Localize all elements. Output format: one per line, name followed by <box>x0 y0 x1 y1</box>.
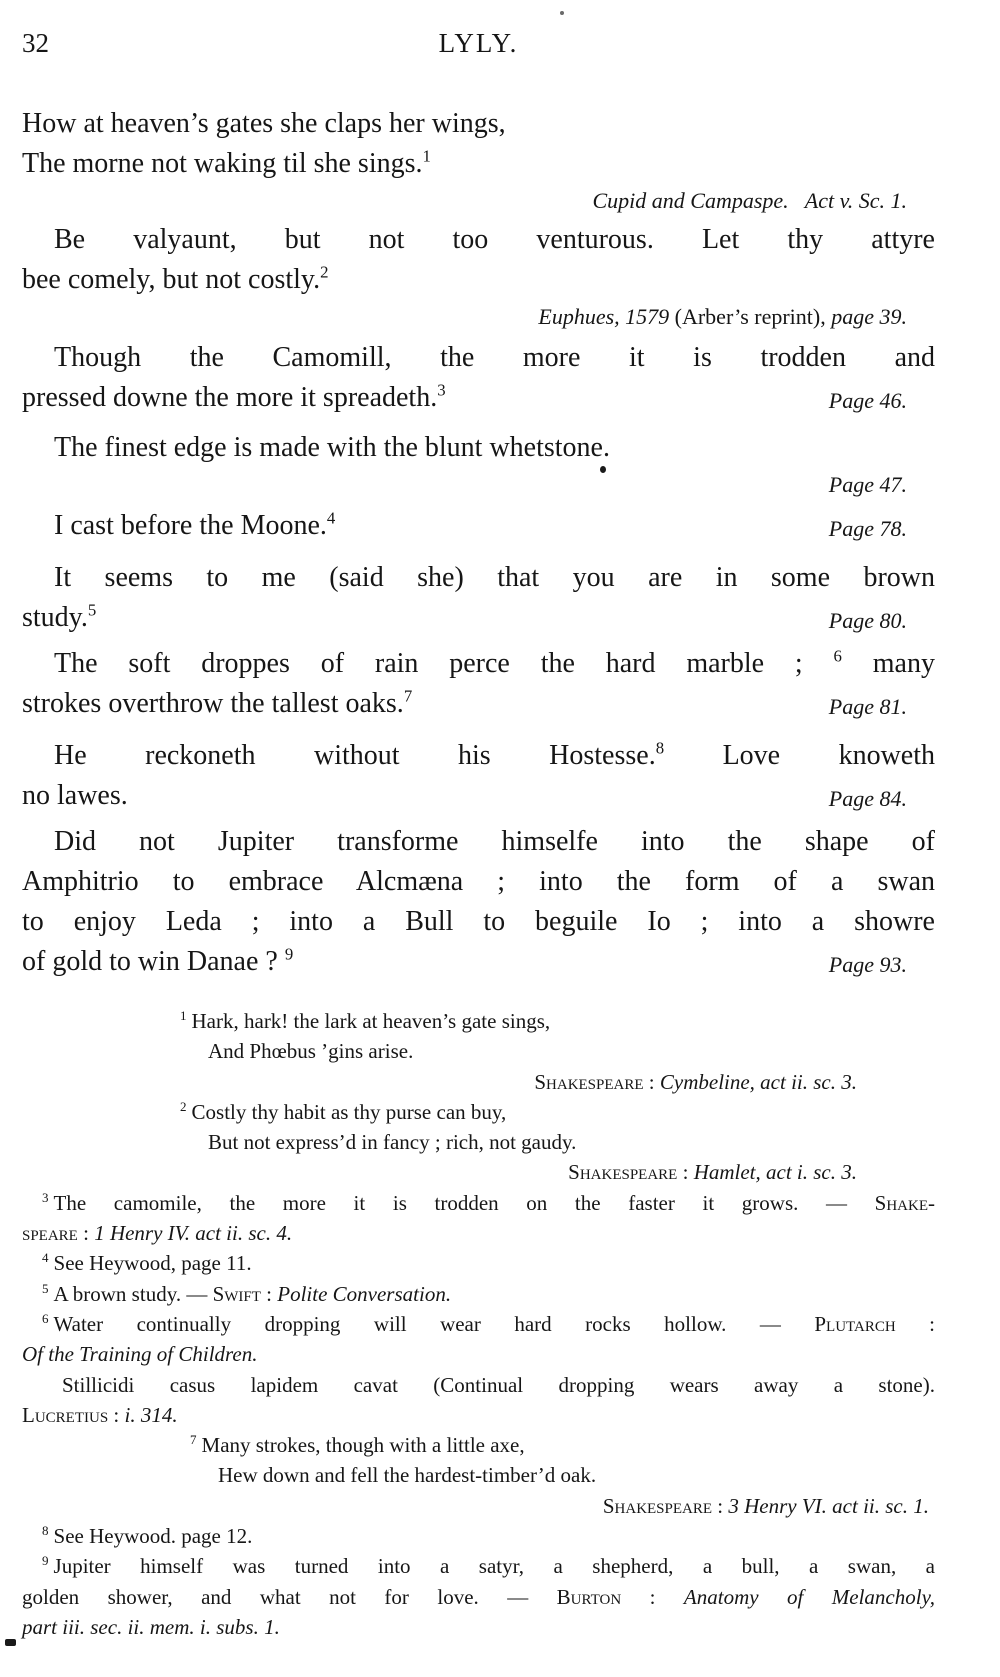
quote-line <box>22 378 935 418</box>
footnote-ref-2: 2 <box>320 262 329 282</box>
quote-text: of gold to win Danae ? <box>22 946 285 977</box>
attribution-title: Euphues, 1579 <box>538 304 675 329</box>
footnote-8 <box>22 1521 935 1551</box>
quote-text: to enjoy Leda ; into a Bull to beguile Io ; into a showre <box>22 906 935 937</box>
footnote-marker: 2 <box>180 1098 187 1114</box>
footnote-6-line2 <box>22 1339 935 1369</box>
footnote-3 <box>22 1188 935 1218</box>
quote-hostesse <box>22 736 935 816</box>
quote-text: It seems to me (said she) that you are in some brown <box>54 562 935 593</box>
work-title: 1 Henry IV. act ii. sc. 4. <box>94 1221 293 1246</box>
work-title: Anatomy of Melancholy, <box>683 1584 935 1609</box>
work-title: Of the Training of Children. <box>22 1342 258 1367</box>
quote-text: He reckoneth without his Hostesse. <box>54 740 656 771</box>
footnote-text: golden shower, and what not for love. — <box>22 1584 557 1609</box>
footnote-ref-5: 5 <box>87 600 97 620</box>
author-name: Shakespeare : <box>602 1493 729 1518</box>
page-reference: Page 84. <box>828 786 907 811</box>
quote-text: Amphitrio to embrace Alcmæna ; into the form of a swan <box>22 866 935 897</box>
quote-text: study. <box>22 602 88 633</box>
page-reference: Page 93. <box>828 952 907 977</box>
verse-text: How at heaven’s gates she claps her wings, <box>22 108 506 139</box>
quote-line <box>22 220 935 260</box>
author-name: Shake- <box>874 1190 935 1215</box>
quote-line <box>22 428 935 468</box>
quote-line <box>22 558 935 598</box>
footnote-7-attribution <box>22 1491 935 1521</box>
verse-line <box>22 104 935 144</box>
author-name: speare : <box>22 1221 95 1246</box>
page-number: 32 <box>22 28 49 58</box>
footnote-ref-3: 3 <box>437 380 446 400</box>
footnote-text: See Heywood, page 11. <box>53 1251 252 1276</box>
footnote-marker: 3 <box>42 1189 49 1205</box>
quote-brown-study <box>22 558 935 638</box>
page-reference: Page 81. <box>828 694 907 719</box>
attribution-text: Cupid and Campaspe. Act v. Sc. 1. <box>592 188 907 213</box>
footnote-text: And Phœbus ’gins arise. <box>208 1039 414 1064</box>
author-name: Lucretius : <box>22 1402 125 1427</box>
work-title: part iii. sec. ii. mem. i. subs. 1. <box>22 1614 280 1639</box>
quote-line <box>22 776 935 816</box>
page-reference: Page 78. <box>828 516 907 541</box>
footnote-text: Costly thy habit as thy purse can buy, <box>191 1099 507 1124</box>
footnote-ref-8: 8 <box>655 738 665 758</box>
footnote-ref-6: 6 <box>833 646 842 666</box>
quote-line <box>22 338 935 378</box>
quote-text: no lawes. <box>22 780 128 811</box>
footnote-7-line2 <box>22 1460 935 1490</box>
attribution-page: page 39. <box>831 304 907 329</box>
quote-text: pressed downe the more it spreadeth. <box>22 382 438 413</box>
footnote-marker: 9 <box>42 1553 49 1569</box>
page-reference: Page 47. <box>828 472 907 497</box>
footnote-9-line2 <box>22 1582 935 1612</box>
work-title: Hamlet, act i. sc. 3. <box>693 1160 857 1185</box>
footnote-4 <box>22 1248 935 1278</box>
footnote-text: Jupiter himself was turned into a satyr, a shepherd, a bull, a swan, a <box>53 1554 935 1579</box>
footnote-9 <box>22 1551 935 1581</box>
footnote-marker: 8 <box>42 1523 49 1539</box>
ink-speck <box>5 1639 16 1646</box>
footnote-marker: 1 <box>180 1008 187 1023</box>
footnote-1-line2 <box>22 1036 935 1066</box>
quote-line <box>22 822 935 862</box>
page-reference: Page 80. <box>828 608 907 633</box>
quote-soft-droppes <box>22 644 935 724</box>
quote-text: Though the Camomill, the more it is trodden and <box>54 342 935 373</box>
verse-text: The morne not waking til she sings. <box>22 148 423 179</box>
work-title: 3 Henry VI. act ii. sc. 1. <box>728 1493 929 1518</box>
footnote-6 <box>22 1309 935 1339</box>
work-title: Cymbeline, act ii. sc. 3. <box>659 1069 857 1094</box>
quote-wings-verse <box>22 104 935 184</box>
running-head: LYLY. <box>438 28 519 58</box>
footnote-2 <box>22 1097 935 1127</box>
verse-line <box>22 144 935 184</box>
footnote-2-attribution <box>22 1157 935 1187</box>
footnote-7 <box>22 1430 935 1460</box>
footnote-ref-1: 1 <box>422 146 431 166</box>
footnote-text: Hark, hark! the lark at heaven’s gate sings, <box>191 1009 551 1033</box>
text-block <box>22 0 935 1642</box>
quote-line <box>22 684 935 724</box>
author-name: Shakespeare : <box>568 1160 694 1185</box>
footnote-1 <box>22 1006 935 1036</box>
quote-valyaunt <box>22 220 935 300</box>
attribution-cupid-campaspe <box>22 188 935 214</box>
footnote-text: But not express’d in fancy ; rich, not gaudy. <box>208 1130 577 1155</box>
quote-line <box>22 902 935 942</box>
quote-line <box>22 598 935 638</box>
quote-text: Did not Jupiter transforme himselfe into the shape of <box>54 826 935 857</box>
footnote-text: Many strokes, though with a little axe, <box>201 1433 525 1458</box>
footnote-text: See Heywood. page 12. <box>53 1524 253 1549</box>
page-reference: Page 46. <box>828 388 907 413</box>
footnote-text: A brown study. — <box>53 1281 213 1306</box>
quote-text: bee comely, but not costly. <box>22 264 321 295</box>
footnote-text: Hew down and fell the hardest-timber’d oak. <box>218 1463 597 1488</box>
quote-text: many <box>841 648 935 679</box>
work-title: Polite Conversation. <box>277 1281 452 1306</box>
footnote-ref-9: 9 <box>284 944 294 964</box>
author-name: Plutarch : <box>814 1311 935 1336</box>
author-name: Swift : <box>212 1281 278 1306</box>
footnote-5 <box>22 1279 935 1309</box>
quote-line <box>22 260 935 300</box>
quote-line <box>22 736 935 776</box>
footnote-6-latin <box>22 1370 935 1400</box>
quote-text: Love knoweth <box>664 740 935 771</box>
quote-line <box>22 644 935 684</box>
footnote-marker: 7 <box>190 1432 197 1448</box>
footnote-text: Stillicidi casus lapidem cavat (Continual dropping wears away a stone). <box>62 1372 935 1397</box>
footnote-1-attribution <box>22 1067 935 1097</box>
footnote-text: Water continually dropping will wear hard rocks hollow. — <box>53 1311 815 1336</box>
quote-line <box>22 862 935 902</box>
footnote-ref-7: 7 <box>403 686 413 706</box>
footnote-3-line2 <box>22 1218 935 1248</box>
footnote-marker: 4 <box>42 1250 49 1266</box>
quote-moone <box>22 506 935 546</box>
author-name: Burton : <box>556 1584 684 1609</box>
footnote-2-line2 <box>22 1127 935 1157</box>
footnote-marker: 5 <box>42 1280 49 1296</box>
footnote-6-latin-line2 <box>22 1400 935 1430</box>
quote-whetstone <box>22 428 935 468</box>
author-name: Shakespeare : <box>534 1069 660 1094</box>
attribution-note: (Arber’s reprint), <box>674 304 832 329</box>
footnote-9-line3 <box>22 1612 935 1642</box>
quote-text: I cast before the Moone. <box>54 510 327 541</box>
quote-text: The finest edge is made with the blunt whetstone. <box>54 432 610 463</box>
quote-jupiter <box>22 822 935 982</box>
work-title: i. 314. <box>124 1402 178 1427</box>
page-header <box>22 26 935 60</box>
quote-camomill <box>22 338 935 418</box>
quote-text: The soft droppes of rain perce the hard marble ; <box>54 648 834 679</box>
footnote-text: The camomile, the more it is trodden on the faster it grows. — <box>53 1190 875 1215</box>
quote-line <box>22 942 935 982</box>
footnote-marker: 6 <box>42 1310 49 1326</box>
footnotes-section <box>22 1006 935 1642</box>
quote-text: Be valyaunt, but not too venturous. Let thy attyre <box>54 224 935 255</box>
attribution-euphues <box>22 304 935 330</box>
quote-text: strokes overthrow the tallest oaks. <box>22 688 404 719</box>
quote-line <box>22 506 935 546</box>
footnote-ref-4: 4 <box>326 508 336 528</box>
